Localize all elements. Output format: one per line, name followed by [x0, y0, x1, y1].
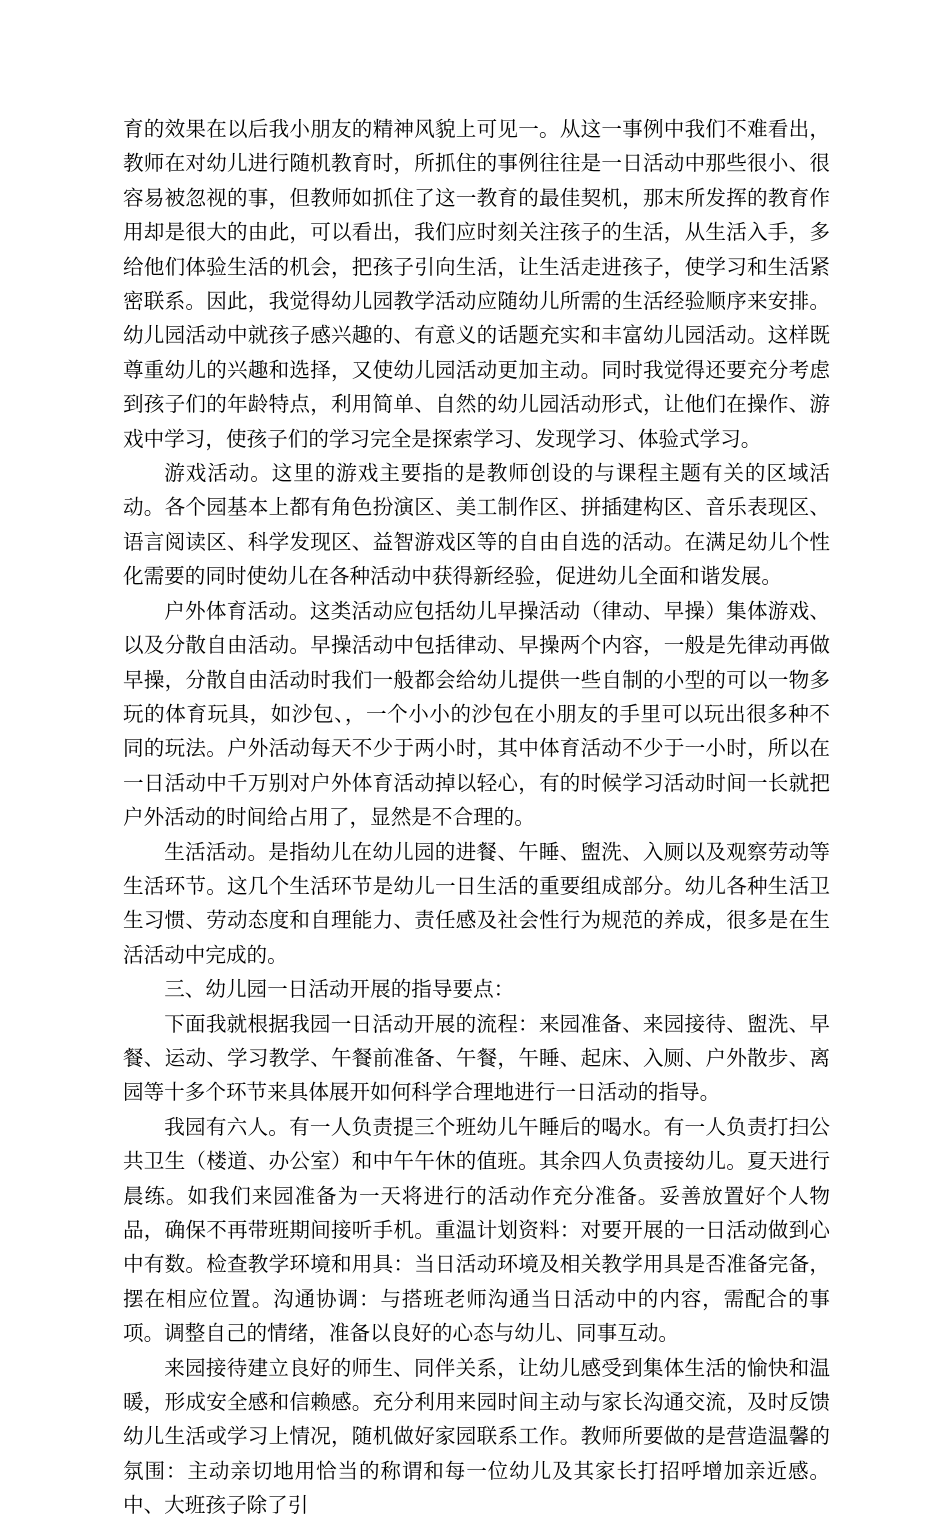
paragraph-5: 下面我就根据我园一日活动开展的流程：来园准备、来园接待、盥洗、早餐、运动、学习教学、午餐前准备、午餐，午睡、起床、入厕、户外散步、离园等十多个环节来具体展开如何科学合理地进行一日活动的指导。 [123, 1011, 830, 1105]
paragraph-1: 育的效果在以后我小朋友的精神风貌上可见一。从这一事例中我们不难看出，教师在对幼儿进行随机教育时，所抓住的事例往往是一日活动中那些很小、很容易被忽视的事，但教师如抓住了这一教育的最佳契机，那末所发挥的教育作用却是很大的由此，可以看出，我们应时刻关注孩子的生活，从生活入手，多给他们体验生活的机会，把孩子引向生活，让生活走进孩子，使学习和生活紧密联系。因此，我觉得幼儿园教学活动应随幼儿所需的生活经验顺序来安排。幼儿园活动中就孩子感兴趣的、有意义的话题充实和丰富幼儿园活动。这样既尊重幼儿的兴趣和选择，又使幼儿园活动更加主动。同时我觉得还要充分考虑到孩子们的年龄特点，利用简单、自然的幼儿园活动形式，让他们在操作、游戏中学习，使孩子们的学习完全是探索学习、发现学习、体验式学习。 [123, 117, 830, 451]
document-body [123, 112, 830, 1523]
paragraph-6: 我园有六人。有一人负责提三个班幼儿午睡后的喝水。有一人负责打扫公共卫生（楼道、办公室）和中午午休的值班。其余四人负责接幼儿。夏天进行晨练。如我们来园准备为一天将进行的活动作充分准备。妥善放置好个人物品，确保不再带班期间接听手机。重温计划资料：对要开展的一日活动做到心中有数。检查教学环境和用具：当日活动环境及相关教学用具是否准备完备，摆在相应位置。沟通协调：与搭班老师沟通当日活动中的内容，需配合的事项。调整自己的情绪，准备以良好的心态与幼儿、同事互动。 [123, 1114, 830, 1346]
section-heading-3: 三、幼儿园一日活动开展的指导要点： [164, 977, 515, 1002]
paragraph-3: 户外体育活动。这类活动应包括幼儿早操活动（律动、早操）集体游戏、以及分散自由活动。早操活动中包括律动、早操两个内容，一般是先律动再做早操，分散自由活动时我们一般都会给幼儿提供一些自制的小型的可以一物多玩的体育玩具，如沙包、，一个小小的沙包在小朋友的手里可以玩出很多种不同的玩法。户外活动每天不少于两小时，其中体育活动不少于一小时，所以在一日活动中千万别对户外体育活动掉以轻心，有的时候学习活动时间一长就把户外活动的时间给占用了，显然是不合理的。 [123, 598, 830, 830]
paragraph-7: 来园接待建立良好的师生、同伴关系，让幼儿感受到集体生活的愉快和温暖，形成安全感和信赖感。充分利用来园时间主动与家长沟通交流，及时反馈幼儿生活或学习上情况，随机做好家园联系工作。教师所要做的是营造温馨的氛围：主动亲切地用恰当的称谓和每一位幼儿及其家长打招呼增加亲近感。中、大班孩子除了引 [123, 1355, 830, 1518]
paragraph-4: 生活活动。是指幼儿在幼儿园的进餐、午睡、盥洗、入厕以及观察劳动等生活环节。这几个生活环节是幼儿一日生活的重要组成部分。幼儿各种生活卫生习惯、劳动态度和自理能力、责任感及社会性行为规范的养成，很多是在生活活动中完成的。 [123, 839, 830, 967]
paragraph-2: 游戏活动。这里的游戏主要指的是教师创设的与课程主题有关的区域活动。各个园基本上都有角色扮演区、美工制作区、拼插建构区、音乐表现区、语言阅读区、科学发现区、益智游戏区等的自由自选的活动。在满足幼儿个性化需要的同时使幼儿在各种活动中获得新经验，促进幼儿全面和谐发展。 [123, 461, 830, 589]
